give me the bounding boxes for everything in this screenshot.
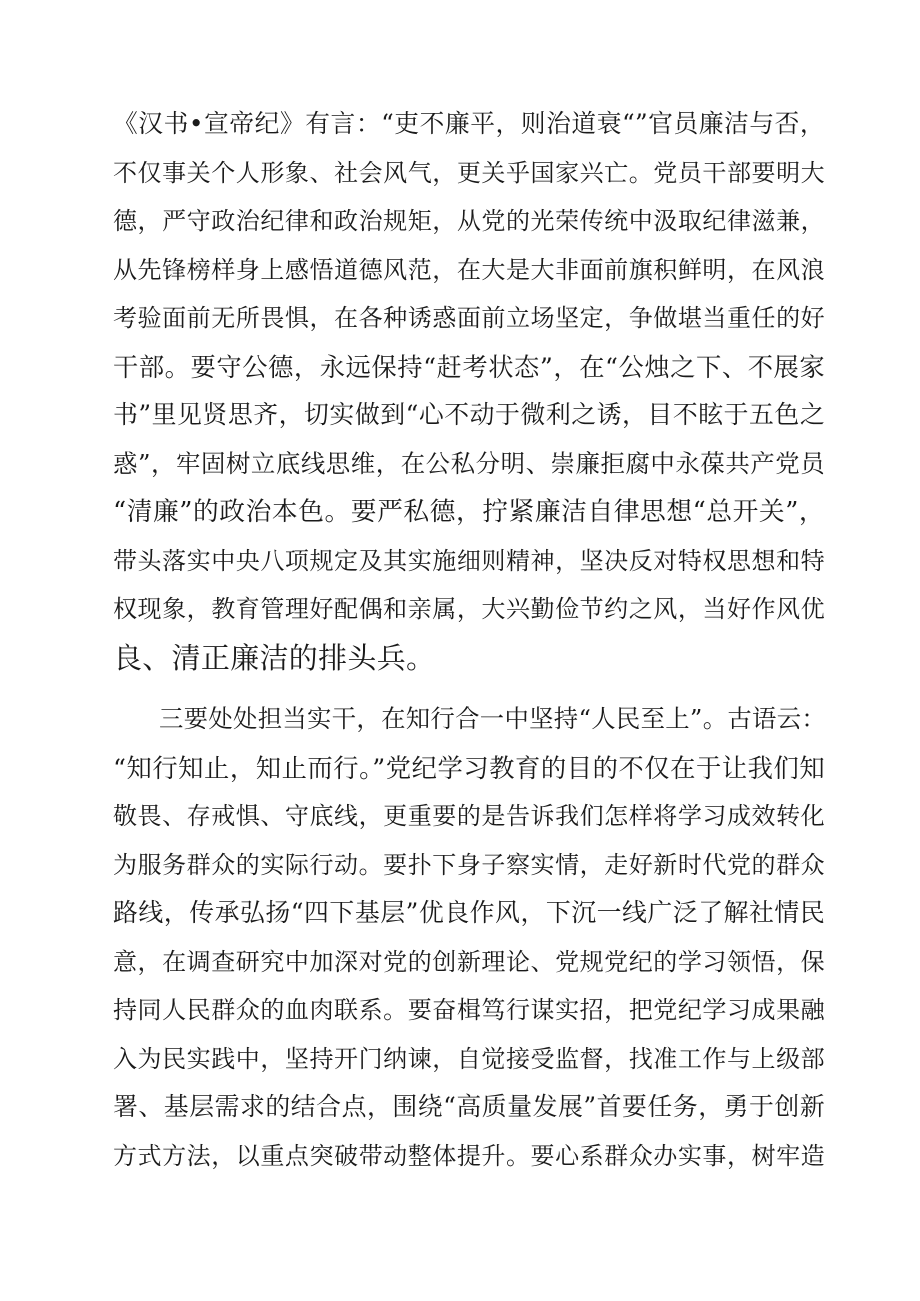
paragraph-1-line: 不仅事关个人形象、社会风气，更关乎国家兴亡。党员干部要明大 [113, 158, 825, 187]
paragraph-1-line: 考验面前无所畏惧，在各种诱惑面前立场坚定，争做堪当重任的好 [113, 304, 825, 332]
paragraph-2-line: 路线，传承弘扬“四下基层”优良作风，下沉一线广泛了解社情民 [113, 898, 825, 927]
paragraph-1-line: 干部。要守公德，永远保持“赶考状态”，在“公烛之下、不展家 [113, 351, 825, 382]
paragraph-2-line: 署、基层需求的结合点，围绕“高质量发展”首要任务，勇于创新 [113, 1092, 825, 1121]
paragraph-1-line: 权现象，教育管理好配偶和亲属，大兴勤俭节约之风，当好作风优 [113, 595, 825, 623]
paragraph-1-line: 《汉书•宣帝纪》有言：“吏不廉平，则治道衰“”官员廉洁与否， [113, 109, 825, 138]
paragraph-2-line: 入为民实践中，坚持开门纳谏，自觉接受监督，找准工作与上级部 [113, 1044, 825, 1073]
paragraph-1-line: 从先锋榜样身上感悟道德风范，在大是大非面前旗积鲜明，在风浪 [113, 255, 825, 284]
paragraph-2-line: 敬畏、存戒惧、守底线，更重要的是告诉我们怎样将学习成效转化 [113, 802, 825, 830]
paragraph-1-line: 惑”，牢固树立底线思维，在公私分明、崇廉拒腐中永葆共产党员 [113, 448, 825, 478]
paragraph-2-line: 持同人民群众的血肉联系。要奋楫笃行谋实招，把党纪学习成果融 [113, 996, 825, 1024]
paragraph-2-line: 方式方法，以重点突破带动整体提升。要心系群众办实事，树牢造 [113, 1141, 825, 1170]
paragraph-1-line: 书”里见贤思齐，切实做到“心不动于微利之诱，目不眩于五色之 [113, 400, 825, 429]
paragraph-1-line: 德，严守政治纪律和政治规矩，从党的光荣传统中汲取纪律滋兼， [113, 207, 825, 235]
paragraph-2-line: 为服务群众的实际行动。要扑下身子察实情，走好新时代党的群众 [113, 850, 825, 879]
paragraph-1-line: 良、清正廉洁的排头兵。 [113, 640, 436, 675]
paragraph-2-line-text: 三要处处担当实干，在知行合一中坚持“人民至上”。古语云： [159, 704, 827, 733]
paragraph-2-line: 意，在调查研究中加深对党的创新理论、党规党纪的学习领悟，保 [113, 947, 825, 976]
paragraph-1 [113, 100, 825, 682]
paragraph-1-line: “清廉”的政治本色。要严私德，拧紧廉洁自律思想“总开关”， [113, 497, 825, 527]
paragraph-2-line: “知行知止，知止而行。”党纪学习教育的目的不仅在于让我们知 [113, 752, 825, 783]
paragraph-2-first-line [113, 695, 825, 744]
paragraph-2 [113, 695, 825, 1180]
paragraph-1-line: 带头落实中央八项规定及其实施细则精神，坚决反对特权思想和特 [113, 546, 825, 575]
